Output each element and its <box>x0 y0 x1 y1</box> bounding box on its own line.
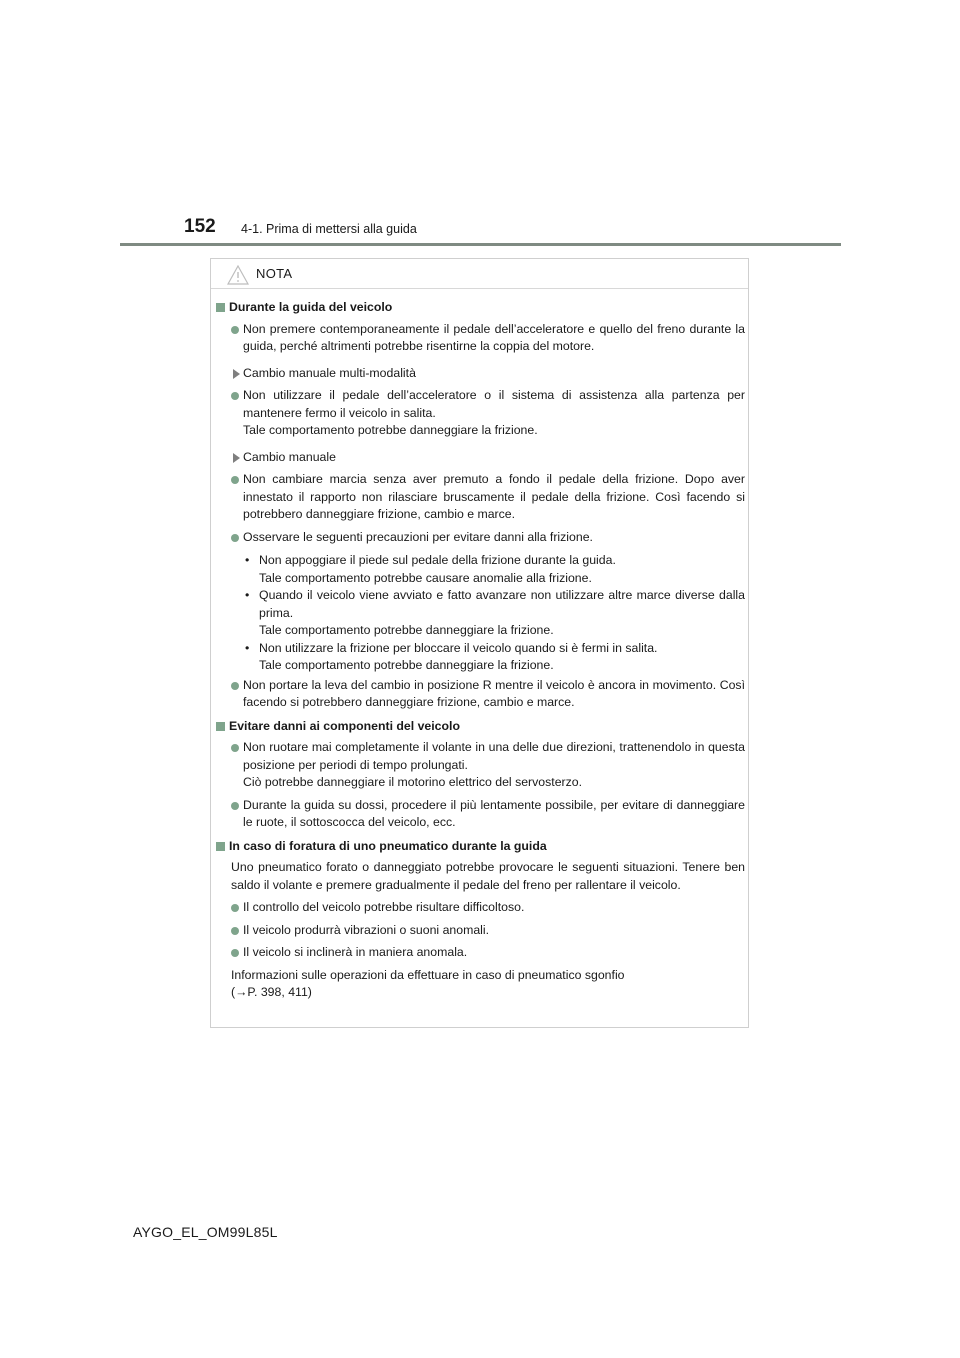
nota-label: NOTA <box>256 266 293 281</box>
bullet-item: Non cambiare marcia senza aver premuto a fondo il pedale della frizione. Dopo aver innestato il rapporto non rilasciare bruscamente il pedale della frizione. Così facendo si potrebbero danneggiare frizione, cambio e marce. <box>215 471 745 524</box>
bullet-item: Non ruotare mai completamente il volante in una delle due direzioni, trattenendolo in questa posizione per periodi di tempo prolungati. Ciò potrebbe danneggiare il motorino elettrico del servosterzo. <box>215 739 745 792</box>
section-heading: Evitare danni ai componenti del veicolo <box>215 718 745 736</box>
dash-item: • Quando il veicolo viene avviato e fatto avanzare non utilizzare altre marce diverse dalla prima. Tale comportamento potrebbe danneggiare la frizione. <box>245 588 745 637</box>
section-heading: Durante la guida del veicolo <box>215 299 745 317</box>
nota-content <box>215 299 745 1007</box>
dot-bullet-icon <box>231 392 239 400</box>
dot-bullet-icon <box>231 476 239 484</box>
dash-item: • Non utilizzare la frizione per bloccare il veicolo quando si è fermi in salita. Tale comportamento potrebbe danneggiare la frizione. <box>245 640 658 672</box>
paragraph: Uno pneumatico forato o danneggiato potrebbe provocare le seguenti situazioni. Tenere ben saldo il volante e premere gradualmente il pedale del freno per rallentare il veicolo. <box>231 860 745 892</box>
bullet-item: Osservare le seguenti precauzioni per evitare danni alla frizione. <box>215 529 745 547</box>
square-bullet-icon <box>216 722 225 731</box>
bullet-item: Non utilizzare il pedale dell’acceleratore o il sistema di assistenza alla partenza per mantenere fermo il veicolo in salita. Tale comportamento potrebbe danneggiare la frizione. <box>215 387 745 440</box>
subheading: Cambio manuale multi-modalità <box>215 365 745 383</box>
dot-bullet-icon <box>231 682 239 690</box>
bullet-item: Non premere contemporaneamente il pedale dell’acceleratore e quello del freno durante la guida, perché altrimenti potrebbe risentirne la coppia del motore. <box>215 321 745 356</box>
bullet-item: Durante la guida su dossi, procedere il più lentamente possibile, per evitare di danneggiare le ruote, il sottoscocca del veicolo, ecc. <box>215 797 745 832</box>
dot-bullet-icon <box>231 904 239 912</box>
dash-item: • Non appoggiare il piede sul pedale della frizione durante la guida. Tale comportamento potrebbe causare anomalie alla frizione. <box>245 553 616 585</box>
section-title: 4-1. Prima di mettersi alla guida <box>241 222 417 236</box>
section-heading: In caso di foratura di uno pneumatico durante la guida <box>215 838 745 856</box>
page-number: 152 <box>184 216 216 237</box>
bullet-item: Non portare la leva del cambio in posizione R mentre il veicolo è ancora in movimento. Così facendo si potrebbero danneggiare frizione, cambio e marce. <box>215 677 745 712</box>
header-rule <box>120 243 841 246</box>
warning-triangle-icon <box>227 265 249 285</box>
subheading: Cambio manuale <box>215 449 745 467</box>
bullet-item: Il veicolo produrrà vibrazioni o suoni anomali. <box>215 922 745 940</box>
dot-bullet-icon <box>231 326 239 334</box>
dot-bullet-icon <box>231 927 239 935</box>
bullet-item: Il veicolo si inclinerà in maniera anomala. <box>215 944 745 962</box>
nota-header <box>211 259 748 289</box>
dot-bullet-icon <box>231 744 239 752</box>
footer-doc-code: AYGO_EL_OM99L85L <box>133 1224 278 1240</box>
triangle-arrow-icon <box>233 369 240 379</box>
dot-bullet-icon <box>231 534 239 542</box>
triangle-arrow-icon <box>233 453 240 463</box>
square-bullet-icon <box>216 303 225 312</box>
dash-list <box>215 552 745 675</box>
dot-bullet-icon <box>231 949 239 957</box>
dot-bullet-icon <box>231 802 239 810</box>
square-bullet-icon <box>216 842 225 851</box>
paragraph: Informazioni sulle operazioni da effettuare in caso di pneumatico sgonfio (→P. 398, 411) <box>231 967 625 999</box>
page-reference-link[interactable]: (→P. 398, 411) <box>231 985 312 999</box>
nota-box <box>210 258 749 1028</box>
bullet-item: Il controllo del veicolo potrebbe risultare difficoltoso. <box>215 899 745 917</box>
